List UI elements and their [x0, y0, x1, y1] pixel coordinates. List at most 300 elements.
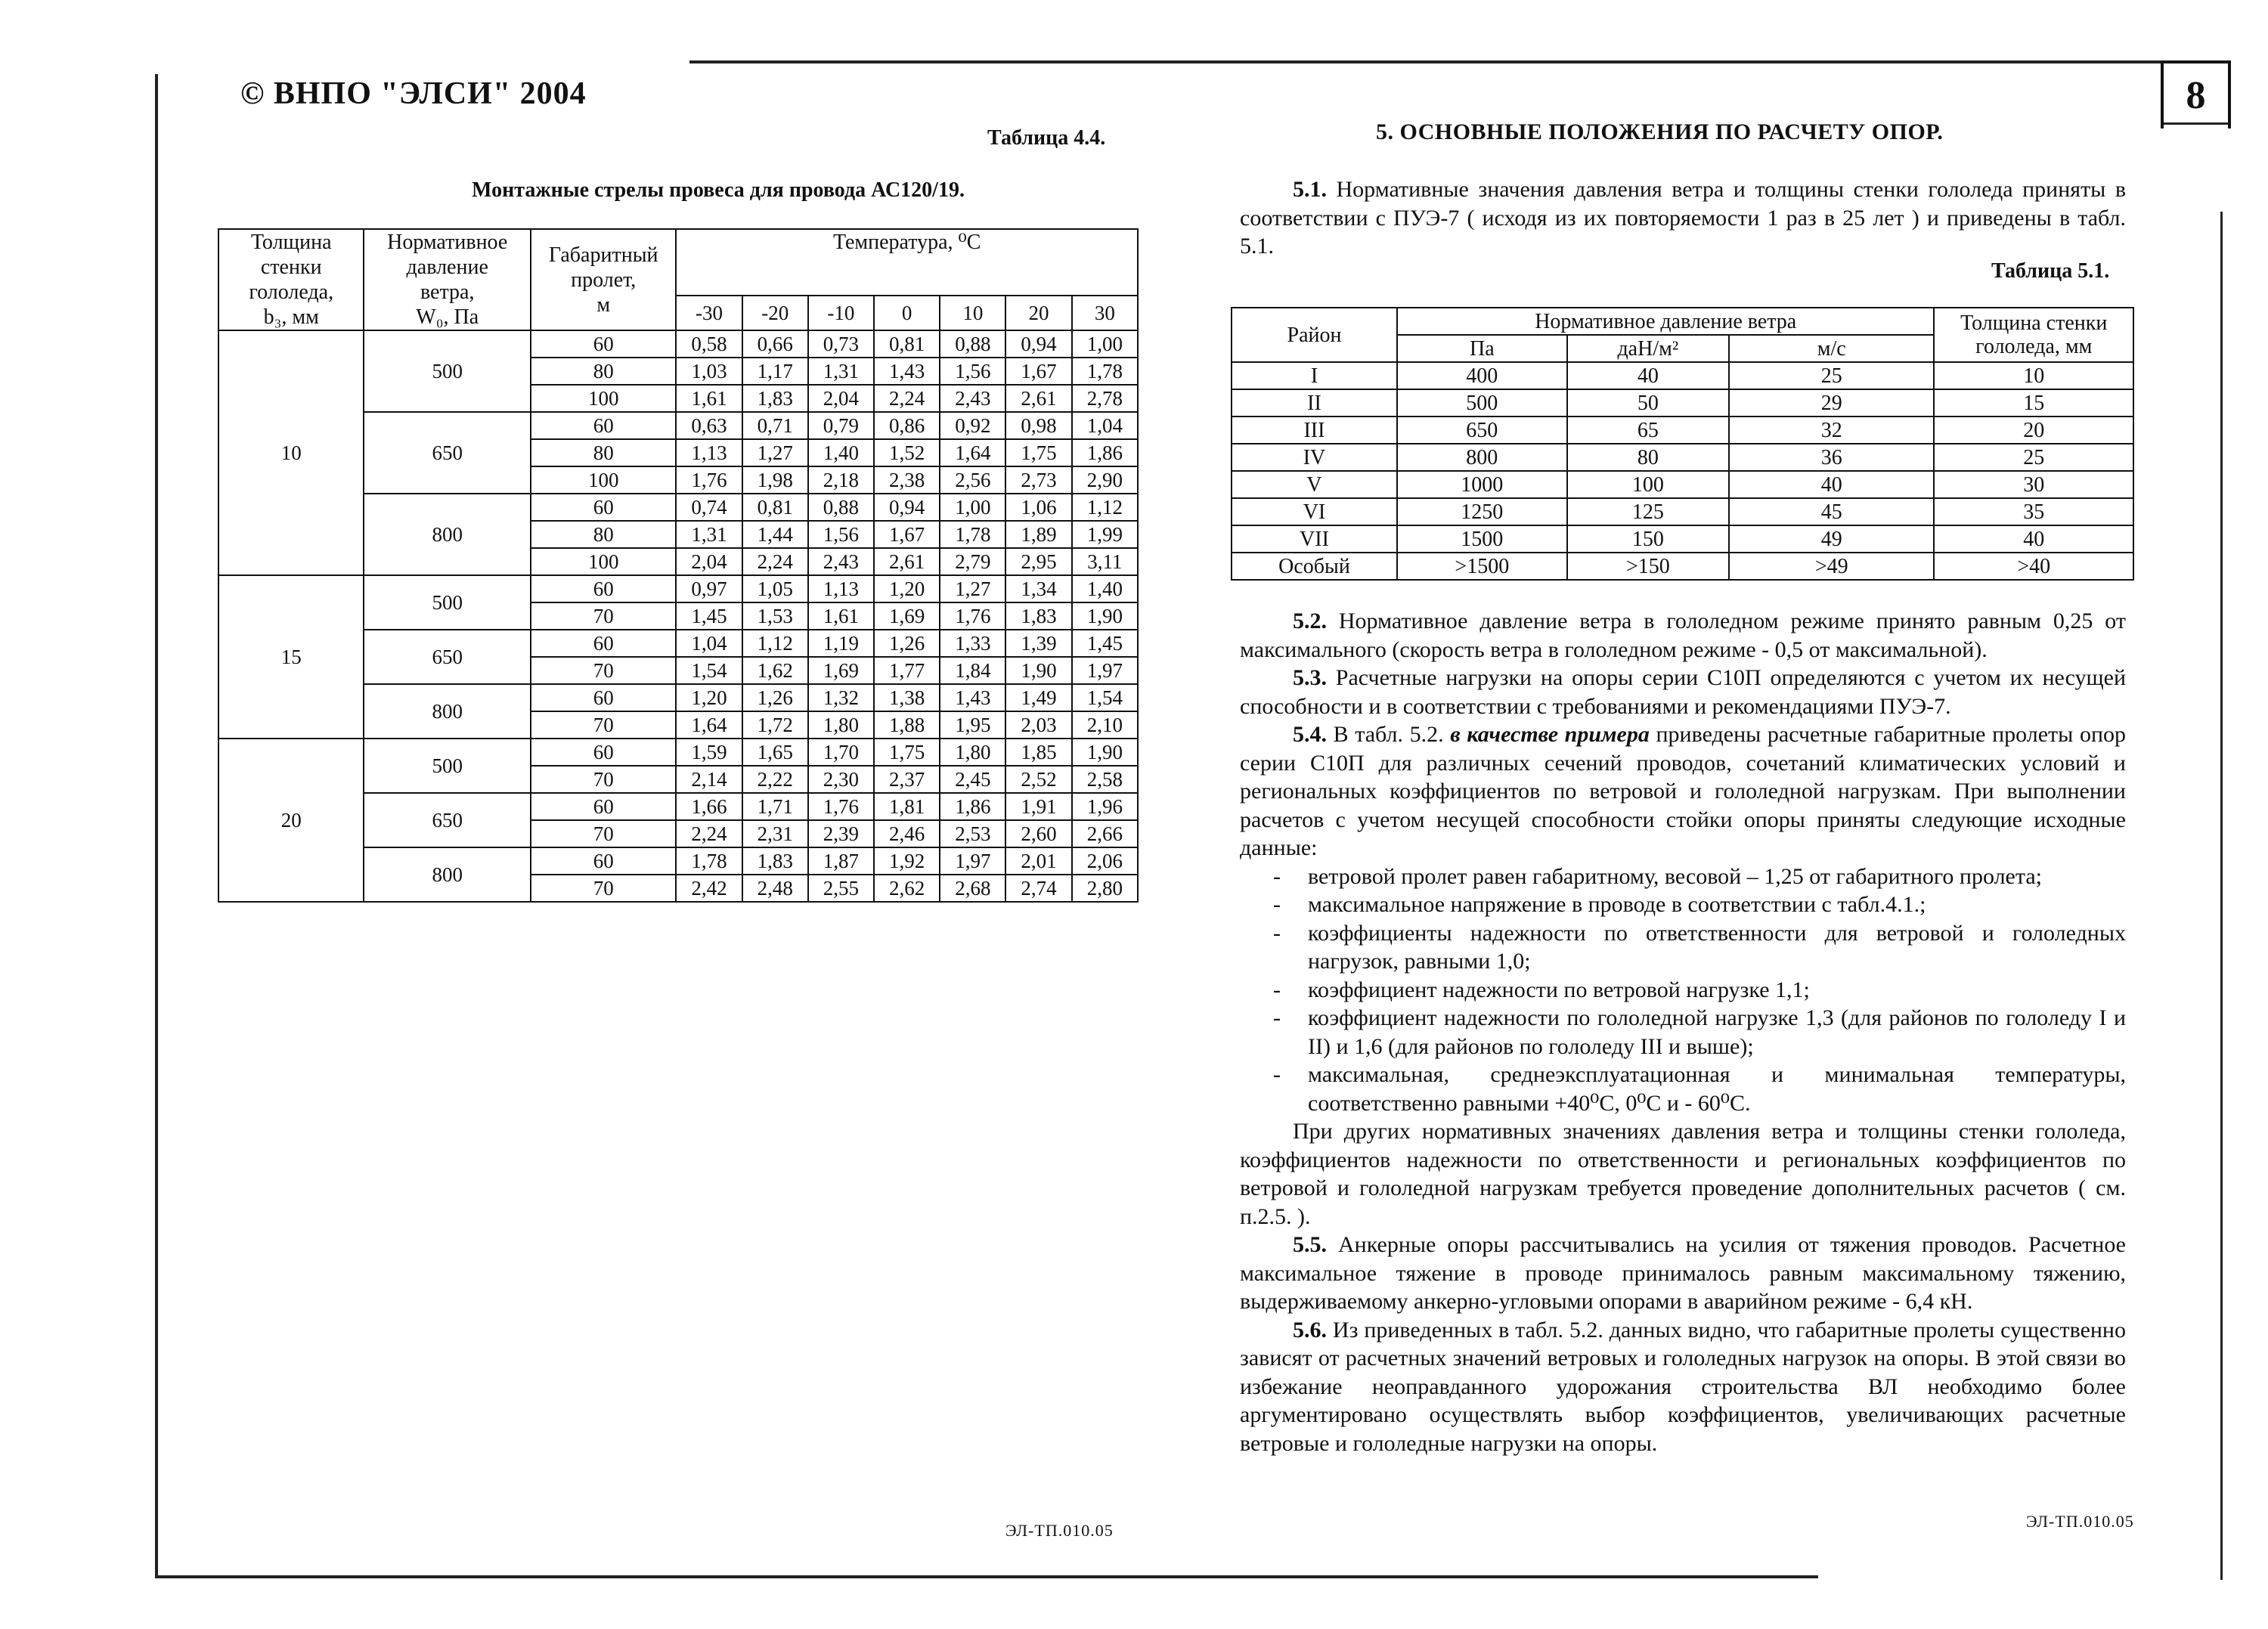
- table-row: [1232, 444, 2133, 471]
- cell-sag: 2,10: [1072, 711, 1138, 739]
- cell-sag: 2,46: [874, 820, 940, 847]
- table-cell: 36: [1729, 444, 1934, 471]
- cell-sag: 1,56: [808, 521, 874, 548]
- cell-sag: 1,40: [808, 439, 874, 466]
- list-item: [1240, 919, 2126, 976]
- cell-sag: 2,31: [742, 820, 808, 847]
- cell-sag: 1,67: [874, 521, 940, 548]
- header-temp-value: 0: [874, 296, 940, 330]
- cell-wind: 800: [364, 684, 531, 739]
- cell-sag: 0,74: [676, 494, 742, 521]
- cell-sag: 1,62: [742, 657, 808, 684]
- table44: [218, 228, 1139, 903]
- cell-sag: 1,64: [676, 711, 742, 739]
- cell-sag: 1,78: [940, 521, 1005, 548]
- cell-sag: 1,39: [1005, 630, 1071, 657]
- cell-span: 100: [531, 548, 676, 575]
- table-cell: II: [1232, 389, 1397, 417]
- para-5-2-text: Нормативное давление ветра в гололедном режиме принято равным 0,25 от максимального (скорость ветра в гололедном режиме - 0,5 от максимальной).: [1240, 609, 2126, 662]
- cell-sag: 1,26: [742, 684, 808, 711]
- cell-sag: 1,77: [874, 657, 940, 684]
- table-cell: 35: [1934, 498, 2133, 525]
- cell-sag: 1,31: [676, 521, 742, 548]
- cell-sag: 1,80: [808, 711, 874, 739]
- cell-span: 100: [531, 385, 676, 412]
- cell-sag: 2,52: [1005, 766, 1071, 793]
- cell-sag: 1,20: [874, 575, 940, 602]
- cell-sag: 1,76: [676, 466, 742, 494]
- cell-sag: 1,70: [808, 739, 874, 766]
- cell-sag: 1,33: [940, 630, 1005, 657]
- para-5-2-num: 5.2.: [1293, 609, 1327, 633]
- cell-sag: 2,68: [940, 875, 1005, 902]
- cell-sag: 1,84: [940, 657, 1005, 684]
- cell-sag: 1,13: [808, 575, 874, 602]
- cell-sag: 1,69: [874, 602, 940, 630]
- cell-sag: 0,97: [676, 575, 742, 602]
- bullet-dash: -: [1273, 1005, 1281, 1030]
- table-cell: >1500: [1397, 553, 1567, 580]
- table-cell: I: [1232, 362, 1397, 389]
- cell-sag: 1,12: [1072, 494, 1138, 521]
- header-unit: м/с: [1729, 335, 1934, 362]
- cell-sag: 1,69: [808, 657, 874, 684]
- cell-wind: 500: [364, 330, 531, 412]
- para-5-6-text: Из приведенных в табл. 5.2. данных видно, что габаритные пролеты существенно зависят от расчетных значений ветровых и гололедных нагрузок на опоры. В этой связи во избежание неоправданного удорожания строительства ВЛ необходимо более аргументировано осуществлять выбор коэффициентов, увеличивающих расчетные ветровые и гололедные нагрузки на опоры.: [1240, 1317, 2126, 1456]
- table-cell: 125: [1567, 498, 1729, 525]
- table-cell: 45: [1729, 498, 1934, 525]
- cell-sag: 1,52: [874, 439, 940, 466]
- cell-span: 60: [531, 575, 676, 602]
- cell-span: 60: [531, 684, 676, 711]
- page-number: 8: [2161, 60, 2231, 129]
- para-5-6-num: 5.6.: [1293, 1317, 1327, 1343]
- cell-sag: 1,34: [1005, 575, 1071, 602]
- cell-sag: 1,06: [1005, 494, 1071, 521]
- cell-sag: 1,20: [676, 684, 742, 711]
- cell-sag: 1,59: [676, 739, 742, 766]
- cell-sag: 3,11: [1072, 548, 1138, 575]
- cell-sag: 2,04: [676, 548, 742, 575]
- cell-sag: 0,79: [808, 412, 874, 439]
- table-cell: 1000: [1397, 471, 1567, 498]
- cell-sag: 1,66: [676, 793, 742, 820]
- table44-header-row: [218, 229, 1138, 296]
- cell-sag: 1,31: [808, 358, 874, 385]
- cell-span: 60: [531, 494, 676, 521]
- cell-sag: 0,66: [742, 330, 808, 358]
- cell-sag: 1,89: [1005, 521, 1071, 548]
- cell-sag: 1,90: [1005, 657, 1071, 684]
- cell-sag: 1,78: [676, 847, 742, 875]
- cell-span: 60: [531, 630, 676, 657]
- cell-sag: 0,71: [742, 412, 808, 439]
- table-cell: 25: [1934, 444, 2133, 471]
- bottom-frame-line: [155, 1575, 1818, 1578]
- cell-sag: 2,43: [940, 385, 1005, 412]
- cell-sag: 0,88: [940, 330, 1005, 358]
- table-cell: 80: [1567, 444, 1729, 471]
- cell-sag: 0,98: [1005, 412, 1071, 439]
- para-5-4: [1240, 720, 2126, 863]
- table-cell: 1250: [1397, 498, 1567, 525]
- cell-wind: 800: [364, 847, 531, 902]
- table-cell: >49: [1729, 553, 1934, 580]
- cell-sag: 1,32: [808, 684, 874, 711]
- cell-sag: 1,83: [742, 385, 808, 412]
- cell-sag: 1,83: [742, 847, 808, 875]
- list-item: [1240, 863, 2126, 891]
- cell-sag: 2,95: [1005, 548, 1071, 575]
- cell-sag: 0,92: [940, 412, 1005, 439]
- cell-sag: 2,56: [940, 466, 1005, 494]
- cell-sag: 2,01: [1005, 847, 1071, 875]
- footer-code-right: ЭЛ-ТП.010.05: [2026, 1512, 2134, 1531]
- para-5-3-text: Расчетные нагрузки на опоры серии С10П определяются с учетом их несущей способности и в соответствии с требованиями и рекомендациями ПУЭ-7.: [1240, 665, 2126, 719]
- cell-sag: 0,58: [676, 330, 742, 358]
- table-cell: 800: [1397, 444, 1567, 471]
- cell-sag: 1,78: [1072, 358, 1138, 385]
- table-cell: 40: [1934, 525, 2133, 553]
- copyright: © ВНПО "ЭЛСИ" 2004: [240, 76, 587, 111]
- cell-sag: 2,80: [1072, 875, 1138, 902]
- cell-sag: 1,64: [940, 439, 1005, 466]
- cell-span: 80: [531, 358, 676, 385]
- table-cell: 25: [1729, 362, 1934, 389]
- table-row: [218, 330, 1138, 358]
- cell-sag: 2,43: [808, 548, 874, 575]
- table-cell: 30: [1934, 471, 2133, 498]
- para-5-1-num: 5.1.: [1293, 177, 1327, 202]
- header-temp-value: -20: [742, 296, 808, 330]
- para-5-1-text: Нормативные значения давления ветра и толщины стенки гололеда приняты в соответствии с ПУЭ-7 ( исходя из их повторяемости 1 раз в 25 лет ) и приведены в табл. 5.1.: [1240, 177, 2126, 259]
- list-item: [1240, 890, 2126, 919]
- cell-sag: 0,73: [808, 330, 874, 358]
- table-cell: 10: [1934, 362, 2133, 389]
- cell-sag: 1,45: [676, 602, 742, 630]
- table-cell: Особый: [1232, 553, 1397, 580]
- cell-sag: 2,73: [1005, 466, 1071, 494]
- cell-sag: 2,37: [874, 766, 940, 793]
- cell-sag: 1,75: [874, 739, 940, 766]
- cell-sag: 0,86: [874, 412, 940, 439]
- list-item-text: максимальное напряжение в проводе в соответствии с табл.4.1.;: [1308, 892, 1926, 917]
- cell-sag: 1,99: [1072, 521, 1138, 548]
- cell-sag: 2,66: [1072, 820, 1138, 847]
- table-cell: 650: [1397, 417, 1567, 444]
- cell-sag: 1,91: [1005, 793, 1071, 820]
- cell-sag: 2,42: [676, 875, 742, 902]
- cell-ice: 10: [218, 330, 364, 575]
- cell-sag: 1,86: [1072, 439, 1138, 466]
- cell-sag: 1,92: [874, 847, 940, 875]
- table-cell: >40: [1934, 553, 2133, 580]
- cell-sag: 1,97: [1072, 657, 1138, 684]
- table44-title: Монтажные стрелы провеса для провода АС120/19.: [472, 178, 965, 202]
- cell-wind: 500: [364, 575, 531, 630]
- cell-sag: 1,27: [742, 439, 808, 466]
- cell-sag: 1,12: [742, 630, 808, 657]
- cell-ice: 20: [218, 739, 364, 902]
- cell-sag: 1,45: [1072, 630, 1138, 657]
- list-item: [1240, 1004, 2126, 1061]
- cell-sag: 1,88: [874, 711, 940, 739]
- cell-sag: 0,88: [808, 494, 874, 521]
- cell-sag: 1,44: [742, 521, 808, 548]
- cell-span: 60: [531, 847, 676, 875]
- list-item: [1240, 976, 2126, 1005]
- table-cell: V: [1232, 471, 1397, 498]
- para-5-5: [1240, 1231, 2126, 1316]
- header-ice: Толщина стенки гололеда, мм: [1934, 308, 2133, 362]
- header-temp-value: -10: [808, 296, 874, 330]
- cell-sag: 1,04: [676, 630, 742, 657]
- cell-sag: 0,94: [1005, 330, 1071, 358]
- cell-sag: 1,26: [874, 630, 940, 657]
- cell-sag: 2,03: [1005, 711, 1071, 739]
- para-5-5-text: Анкерные опоры рассчитывались на усилия от тяжения проводов. Расчетное максимальное тяжение в проводе принималось равным максимальному тяжению, выдерживаемому анкерно-угловыми опорами в аварийном режиме - 6,4 кН.: [1240, 1232, 2126, 1314]
- header-wind-pressure: Нормативное давление ветра, W₀, Па: [364, 229, 531, 330]
- table-cell: 65: [1567, 417, 1729, 444]
- table-row: [218, 575, 1138, 602]
- cell-sag: 1,72: [742, 711, 808, 739]
- cell-sag: 0,63: [676, 412, 742, 439]
- header-temperature: Температура, ⁰С: [676, 229, 1138, 296]
- table51-caption: Таблица 5.1.: [1991, 259, 2110, 283]
- table-cell: 50: [1567, 389, 1729, 417]
- cell-sag: 1,05: [742, 575, 808, 602]
- table-row: [1232, 417, 2133, 444]
- top-frame-line: [689, 60, 2228, 63]
- cell-sag: 1,00: [1072, 330, 1138, 358]
- footer-code-left: ЭЛ-ТП.010.05: [1005, 1521, 1114, 1540]
- table-cell: >150: [1567, 553, 1729, 580]
- table-cell: IV: [1232, 444, 1397, 471]
- cell-sag: 2,14: [676, 766, 742, 793]
- cell-span: 80: [531, 521, 676, 548]
- table-cell: 20: [1934, 417, 2133, 444]
- list-item-text: коэффициенты надежности по ответственности для ветровой и гололедных нагрузок, равными 1,0;: [1308, 920, 2126, 974]
- cell-sag: 2,06: [1072, 847, 1138, 875]
- bullet-dash: -: [1273, 977, 1281, 1002]
- cell-sag: 1,17: [742, 358, 808, 385]
- cell-sag: 1,95: [940, 711, 1005, 739]
- cell-span: 70: [531, 766, 676, 793]
- para-5-3: [1240, 664, 2126, 720]
- cell-sag: 2,62: [874, 875, 940, 902]
- cell-sag: 1,80: [940, 739, 1005, 766]
- cell-sag: 2,48: [742, 875, 808, 902]
- cell-sag: 2,04: [808, 385, 874, 412]
- right-frame-line: [2220, 212, 2223, 1580]
- para-other: При других нормативных значениях давления ветра и толщины стенки гололеда, коэффициентов надежности по ответственности и региональных коэффициентов по ветровой и гололедной нагрузкам требуется проведение дополнительных расчетов ( см. п.2.5. ).: [1240, 1119, 2126, 1229]
- cell-sag: 1,85: [1005, 739, 1071, 766]
- para-5-4-post: приведены расчетные габаритные пролеты опор серии С10П для различных сечений проводов, сочетаний климатических условий и региональных коэффициентов по ветровой и гололедной нагрузкам. При выполнении расчетов с учетом несущей способности стойки опоры приняты следующие исходные данные:: [1240, 722, 2126, 860]
- table-row: [218, 739, 1138, 766]
- table-cell: 400: [1397, 362, 1567, 389]
- list-item-text: максимальная, среднеэксплуатационная и минимальная температуры, соответственно равными +40⁰С, 0⁰С и - 60⁰С.: [1308, 1062, 2126, 1116]
- cell-sag: 2,61: [874, 548, 940, 575]
- cell-sag: 1,98: [742, 466, 808, 494]
- para-5-4-emphasis: в качестве примера: [1450, 722, 1650, 747]
- cell-sag: 1,53: [742, 602, 808, 630]
- cell-sag: 2,24: [742, 548, 808, 575]
- cell-sag: 1,76: [808, 793, 874, 820]
- para-5-5-num: 5.5.: [1293, 1232, 1327, 1257]
- cell-sag: 2,79: [940, 548, 1005, 575]
- cell-wind: 650: [364, 793, 531, 847]
- table-cell: 100: [1567, 471, 1729, 498]
- cell-sag: 2,24: [874, 385, 940, 412]
- header-temp-value: -30: [676, 296, 742, 330]
- cell-sag: 2,90: [1072, 466, 1138, 494]
- cell-span: 60: [531, 739, 676, 766]
- cell-sag: 1,54: [1072, 684, 1138, 711]
- table-cell: 15: [1934, 389, 2133, 417]
- cell-span: 60: [531, 793, 676, 820]
- table-row: [1232, 525, 2133, 553]
- cell-sag: 1,19: [808, 630, 874, 657]
- section5-title: 5. ОСНОВНЫЕ ПОЛОЖЕНИЯ ПО РАСЧЕТУ ОПОР.: [1376, 119, 1944, 144]
- para-5-1: [1240, 175, 2126, 261]
- cell-span: 70: [531, 875, 676, 902]
- cell-sag: 1,43: [940, 684, 1005, 711]
- cell-sag: 1,87: [808, 847, 874, 875]
- table-cell: VI: [1232, 498, 1397, 525]
- cell-sag: 1,13: [676, 439, 742, 466]
- cell-wind: 500: [364, 739, 531, 793]
- table-cell: 49: [1729, 525, 1934, 553]
- cell-sag: 1,97: [940, 847, 1005, 875]
- cell-span: 70: [531, 657, 676, 684]
- list-item: [1240, 1061, 2126, 1117]
- para-5-4-pre: В табл. 5.2.: [1327, 722, 1451, 747]
- left-frame-line: [155, 74, 158, 1578]
- table-row: [1232, 389, 2133, 417]
- header-temp-value: 30: [1072, 296, 1138, 330]
- header-unit: даН/м²: [1567, 335, 1729, 362]
- section5-body: [1240, 607, 2126, 1457]
- list-item-text: коэффициент надежности по гололедной нагрузке 1,3 (для районов по гололеду I и II) и 1,6 (для районов по гололеду III и выше);: [1308, 1005, 2126, 1059]
- para-5-3-num: 5.3.: [1293, 665, 1327, 690]
- cell-wind: 650: [364, 412, 531, 494]
- list-item-text: коэффициент надежности по ветровой нагрузке 1,1;: [1308, 977, 1810, 1002]
- cell-sag: 2,53: [940, 820, 1005, 847]
- table-cell: 29: [1729, 389, 1934, 417]
- table51-header-row: [1232, 308, 2133, 335]
- cell-sag: 1,61: [676, 385, 742, 412]
- cell-sag: 0,81: [742, 494, 808, 521]
- table-cell: 150: [1567, 525, 1729, 553]
- cell-sag: 2,38: [874, 466, 940, 494]
- para-5-6: [1240, 1316, 2126, 1458]
- header-region: Район: [1232, 308, 1397, 362]
- cell-sag: 1,04: [1072, 412, 1138, 439]
- table44-caption: Таблица 4.4.: [987, 126, 1106, 150]
- table-row: [1232, 362, 2133, 389]
- cell-sag: 1,75: [1005, 439, 1071, 466]
- cell-sag: 1,54: [676, 657, 742, 684]
- cell-sag: 0,81: [874, 330, 940, 358]
- para-5-2: [1240, 607, 2126, 664]
- cell-sag: 0,94: [874, 494, 940, 521]
- cell-sag: 1,56: [940, 358, 1005, 385]
- table-row: [1232, 553, 2133, 580]
- cell-sag: 1,86: [940, 793, 1005, 820]
- cell-sag: 2,45: [940, 766, 1005, 793]
- cell-sag: 2,18: [808, 466, 874, 494]
- header-span: Габаритный пролет, м: [531, 229, 676, 330]
- cell-sag: 2,61: [1005, 385, 1071, 412]
- cell-sag: 1,90: [1072, 602, 1138, 630]
- bullet-dash: -: [1273, 892, 1281, 917]
- cell-sag: 2,30: [808, 766, 874, 793]
- cell-span: 60: [531, 330, 676, 358]
- cell-span: 70: [531, 711, 676, 739]
- table-cell: 32: [1729, 417, 1934, 444]
- table-cell: III: [1232, 417, 1397, 444]
- cell-sag: 1,81: [874, 793, 940, 820]
- bullet-dash: -: [1273, 1062, 1281, 1087]
- cell-sag: 2,74: [1005, 875, 1071, 902]
- cell-sag: 1,00: [940, 494, 1005, 521]
- table-cell: 40: [1567, 362, 1729, 389]
- cell-wind: 800: [364, 494, 531, 575]
- cell-sag: 2,22: [742, 766, 808, 793]
- cell-span: 60: [531, 412, 676, 439]
- table51: [1231, 307, 2134, 581]
- table-cell: 1500: [1397, 525, 1567, 553]
- table-row: [1232, 498, 2133, 525]
- cell-span: 80: [531, 439, 676, 466]
- table-row: [1232, 471, 2133, 498]
- cell-sag: 1,83: [1005, 602, 1071, 630]
- header-unit: Па: [1397, 335, 1567, 362]
- cell-wind: 650: [364, 630, 531, 684]
- bullet-dash: -: [1273, 863, 1281, 889]
- cell-sag: 1,61: [808, 602, 874, 630]
- para-5-4-num: 5.4.: [1293, 722, 1327, 747]
- assumptions-list: [1240, 863, 2126, 1118]
- cell-sag: 1,38: [874, 684, 940, 711]
- cell-sag: 2,24: [676, 820, 742, 847]
- cell-sag: 1,65: [742, 739, 808, 766]
- para-5-1-block: [1240, 175, 2126, 261]
- cell-sag: 2,60: [1005, 820, 1071, 847]
- cell-sag: 1,43: [874, 358, 940, 385]
- cell-sag: 1,40: [1072, 575, 1138, 602]
- list-item-text: ветровой пролет равен габаритному, весовой – 1,25 от габаритного пролета;: [1308, 863, 2043, 889]
- cell-sag: 2,39: [808, 820, 874, 847]
- cell-sag: 1,67: [1005, 358, 1071, 385]
- cell-ice: 15: [218, 575, 364, 739]
- cell-span: 70: [531, 820, 676, 847]
- cell-sag: 2,78: [1072, 385, 1138, 412]
- header-ice-thickness: Толщина стенки гололеда, b₃, мм: [218, 229, 364, 330]
- cell-sag: 2,58: [1072, 766, 1138, 793]
- table-cell: VII: [1232, 525, 1397, 553]
- cell-span: 100: [531, 466, 676, 494]
- cell-sag: 1,03: [676, 358, 742, 385]
- cell-sag: 2,55: [808, 875, 874, 902]
- table-cell: 40: [1729, 471, 1934, 498]
- cell-sag: 1,96: [1072, 793, 1138, 820]
- header-temp-value: 20: [1005, 296, 1071, 330]
- cell-sag: 1,71: [742, 793, 808, 820]
- header-temp-value: 10: [940, 296, 1005, 330]
- table-cell: 500: [1397, 389, 1567, 417]
- cell-sag: 1,90: [1072, 739, 1138, 766]
